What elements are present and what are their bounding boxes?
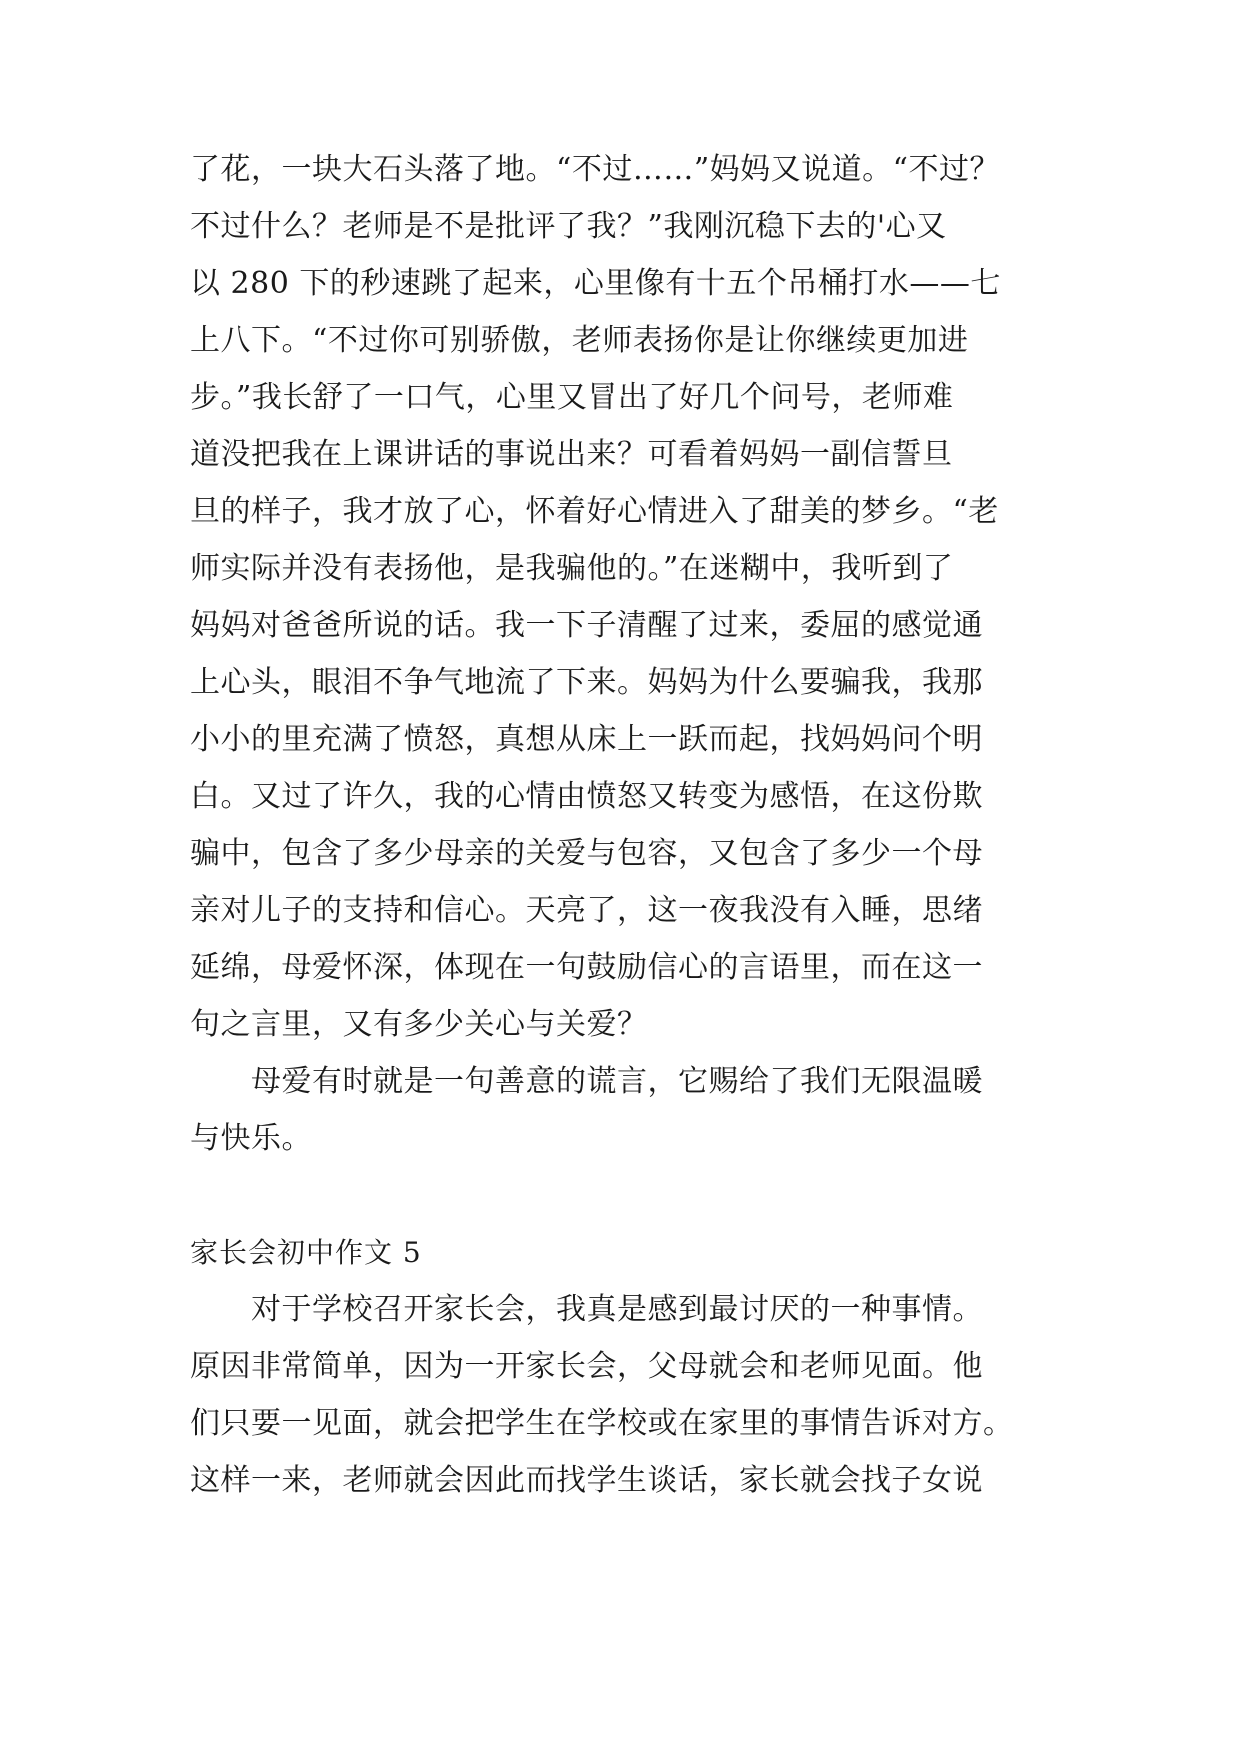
text-line: 对于学校召开家长会，我真是感到最讨厌的一种事情。 bbox=[190, 1292, 983, 1327]
text-line: 延绵，母爱怀深，体现在一句鼓励信心的言语里，而在这一 bbox=[190, 950, 983, 985]
text-line: 白。又过了许久，我的心情由愤怒又转变为感悟，在这份欺 bbox=[190, 779, 983, 814]
section-heading: 家长会初中作文 5 bbox=[190, 1236, 422, 1269]
text-line: 道没把我在上课讲话的事说出来？可看着妈妈一副信誓旦 bbox=[190, 437, 953, 472]
text-line: 旦的样子，我才放了心，怀着好心情进入了甜美的梦乡。“老 bbox=[190, 494, 999, 529]
text-line: 小小的里充满了愤怒，真想从床上一跃而起，找妈妈问个明 bbox=[190, 722, 983, 757]
text-line: 妈妈对爸爸所说的话。我一下子清醒了过来，委屈的感觉通 bbox=[190, 608, 983, 643]
text-line: 们只要一见面，就会把学生在学校或在家里的事情告诉对方。 bbox=[190, 1406, 1014, 1441]
text-line: 上八下。“不过你可别骄傲，老师表扬你是让你继续更加进 bbox=[190, 323, 969, 358]
text-line: 与快乐。 bbox=[190, 1121, 312, 1156]
text-line: 句之言里，又有多少关心与关爱？ bbox=[190, 1007, 648, 1042]
text-line: 上心头，眼泪不争气地流了下来。妈妈为什么要骗我，我那 bbox=[190, 665, 983, 700]
text-line: 亲对儿子的支持和信心。天亮了，这一夜我没有入睡，思绪 bbox=[190, 893, 983, 928]
text-line: 以 280 下的秒速跳了起来，心里像有十五个吊桶打水——七 bbox=[190, 266, 1001, 301]
text-line: 原因非常简单，因为一开家长会，父母就会和老师见面。他 bbox=[190, 1349, 983, 1384]
text-line: 不过什么？老师是不是批评了我？”我刚沉稳下去的'心又 bbox=[190, 209, 947, 244]
text-line: 师实际并没有表扬他，是我骗他的。”在迷糊中，我听到了 bbox=[190, 551, 954, 586]
text-line: 这样一来，老师就会因此而找学生谈话，家长就会找子女说 bbox=[190, 1463, 983, 1498]
text-line: 骗中，包含了多少母亲的关爱与包容，又包含了多少一个母 bbox=[190, 836, 983, 871]
text-line: 母爱有时就是一句善意的谎言，它赐给了我们无限温暖 bbox=[190, 1064, 983, 1099]
text-line: 步。”我长舒了一口气，心里又冒出了好几个问号，老师难 bbox=[190, 380, 954, 415]
text-line: 了花，一块大石头落了地。“不过……”妈妈又说道。“不过？ bbox=[190, 152, 1001, 187]
